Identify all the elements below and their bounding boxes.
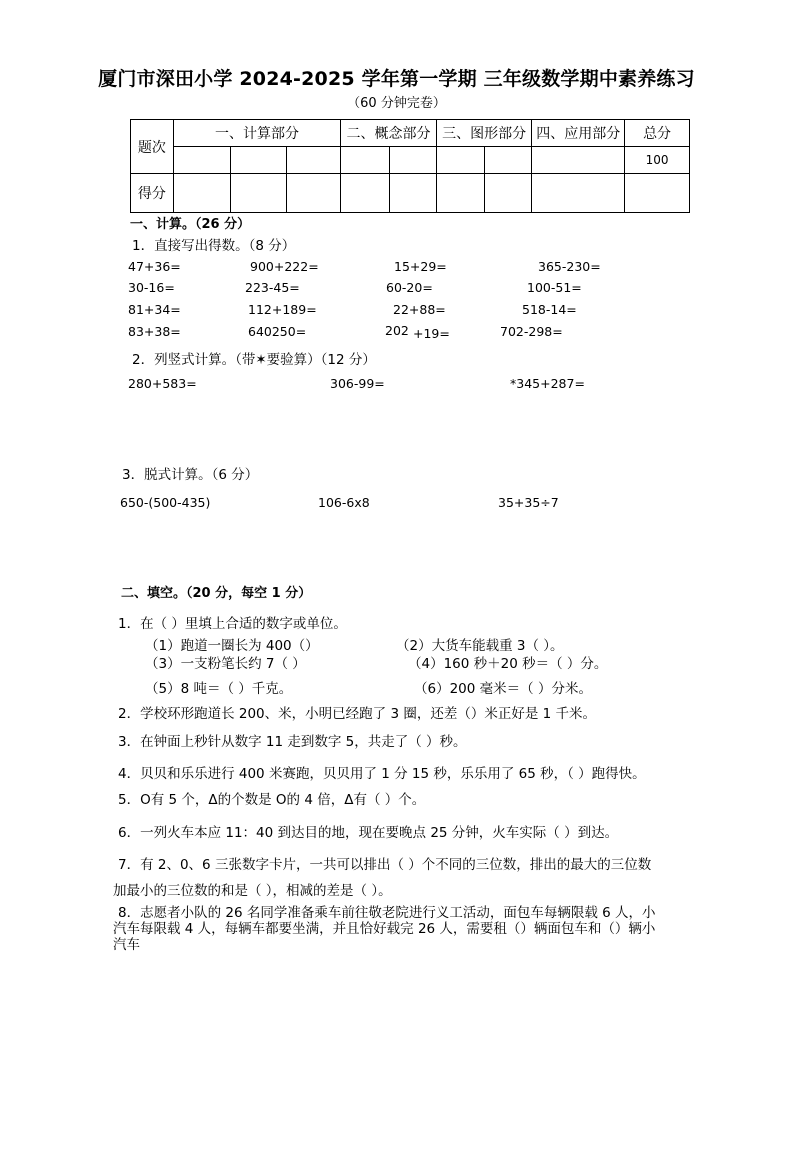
expr: 223-45= (245, 280, 300, 295)
section2-q8-line3: 汽车 (113, 937, 140, 953)
score-cell (484, 174, 532, 213)
stepwise-expr: 35+35÷7 (498, 495, 559, 510)
row-label-score: 得分 (131, 174, 174, 213)
score-cell (532, 147, 625, 174)
vertical-expr: *345+287= (510, 376, 585, 391)
score-cell (389, 174, 436, 213)
score-cell (532, 174, 625, 213)
score-cell (625, 174, 690, 213)
section2-title: 二、填空。（20 分，每空 1 分） (121, 586, 312, 601)
score-cell (287, 174, 341, 213)
expr: 81+34= (128, 302, 181, 317)
expr: 365-230= (538, 259, 601, 274)
score-cell (173, 174, 230, 213)
score-cell (341, 174, 390, 213)
part-application-header: 四、应用部分 (532, 120, 625, 147)
vertical-expr: 280+583= (128, 376, 197, 391)
score-cell (287, 147, 341, 174)
expr: 202 (385, 323, 409, 338)
expr: 22+88= (393, 302, 446, 317)
expr: 640250= (248, 324, 307, 339)
section1-q1: 1．直接写出得数。（8 分） (132, 238, 296, 254)
expr: 518-14= (522, 302, 577, 317)
fill-item: （6）200 毫米＝（ ）分米。 (414, 681, 592, 697)
section2-q4: 4．贝贝和乐乐进行 400 米赛跑，贝贝用了 1 分 15 秒，乐乐用了 65 秒，（ ）跑得快。 (118, 766, 646, 782)
score-table (130, 119, 690, 213)
expr: 900+222= (250, 259, 319, 274)
section1-q3: 3．脱式计算。（6 分） (122, 467, 259, 483)
total-value: 100 (625, 147, 690, 174)
stepwise-expr: 650-(500-435) (120, 495, 211, 510)
vertical-expr: 306-99= (330, 376, 385, 391)
total-header: 总分 (625, 120, 690, 147)
section2-q1: 1．在（ ）里填上合适的数字或单位。 (118, 616, 347, 632)
part-calc-header: 一、计算部分 (173, 120, 340, 147)
expr: 83+38= (128, 324, 181, 339)
fill-item: （4）160 秒＋20 秒＝（ ）分。 (408, 656, 608, 672)
expr: 60-20= (386, 280, 433, 295)
page-title: 厦门市深田小学 2024-2025 学年第一学期 三年级数学期中素养练习 (98, 68, 695, 90)
section2-q8-line1: 8．志愿者小队的 26 名同学准备乘车前往敬老院进行义工活动，面包车每辆限载 6 人，小 (118, 905, 656, 921)
section2-q2: 2．学校环形跑道长 200、米，小明已经跑了 3 圈，还差（）米正好是 1 千米。 (118, 706, 596, 722)
score-cell (230, 174, 287, 213)
section2-q7-line1: 7．有 2、0、6 三张数字卡片，一共可以排出（ ）个不同的三位数，排出的最大的三位数 (118, 857, 652, 873)
expr: 702-298= (500, 324, 563, 339)
section2-q6: 6．一列火车本应 11：40 到达目的地，现在要晚点 25 分钟，火车实际（ ）到达。 (118, 825, 619, 841)
section1-q2: 2．列竖式计算。（带✶要验算）（12 分） (132, 352, 376, 368)
expr: 30-16= (128, 280, 175, 295)
expr: 47+36= (128, 259, 181, 274)
score-cell (389, 147, 436, 174)
fill-item: （1）跑道一圈长为 400（） (145, 638, 319, 654)
section1-title: 一、计算。（26 分） (130, 217, 251, 232)
fill-item: （5）8 吨＝（ ）千克。 (145, 681, 293, 697)
part-concept-header: 二、概念部分 (341, 120, 437, 147)
score-cell (436, 174, 484, 213)
expr: 112+189= (248, 302, 317, 317)
expr: 100-51= (527, 280, 582, 295)
section2-q8-line2: 汽车每限载 4 人，每辆车都要坐满，并且恰好载完 26 人，需要租（）辆面包车和（）辆小 (113, 921, 656, 937)
page-subtitle: （60 分钟完卷） (347, 96, 446, 111)
part-geometry-header: 三、图形部分 (436, 120, 532, 147)
row-label-items: 题次 (131, 120, 174, 174)
section2-q7-line2: 加最小的三位数的和是（ ），相减的差是（ ）。 (113, 883, 392, 899)
score-cell (484, 147, 532, 174)
score-cell (341, 147, 390, 174)
section2-q3: 3．在钟面上秒针从数字 11 走到数字 5，共走了（ ）秒。 (118, 734, 467, 750)
expr: +19= (413, 326, 450, 341)
fill-item: （2）大货车能载重 3（ ）。 (396, 638, 564, 654)
fill-item: （3）一支粉笔长约 7（ ） (145, 656, 306, 672)
stepwise-expr: 106-6x8 (318, 495, 370, 510)
expr: 15+29= (394, 259, 447, 274)
score-cell (173, 147, 230, 174)
score-cell (230, 147, 287, 174)
score-cell (436, 147, 484, 174)
section2-q5: 5．O有 5 个，Δ的个数是 O的 4 倍，Δ有（ ）个。 (118, 792, 426, 808)
